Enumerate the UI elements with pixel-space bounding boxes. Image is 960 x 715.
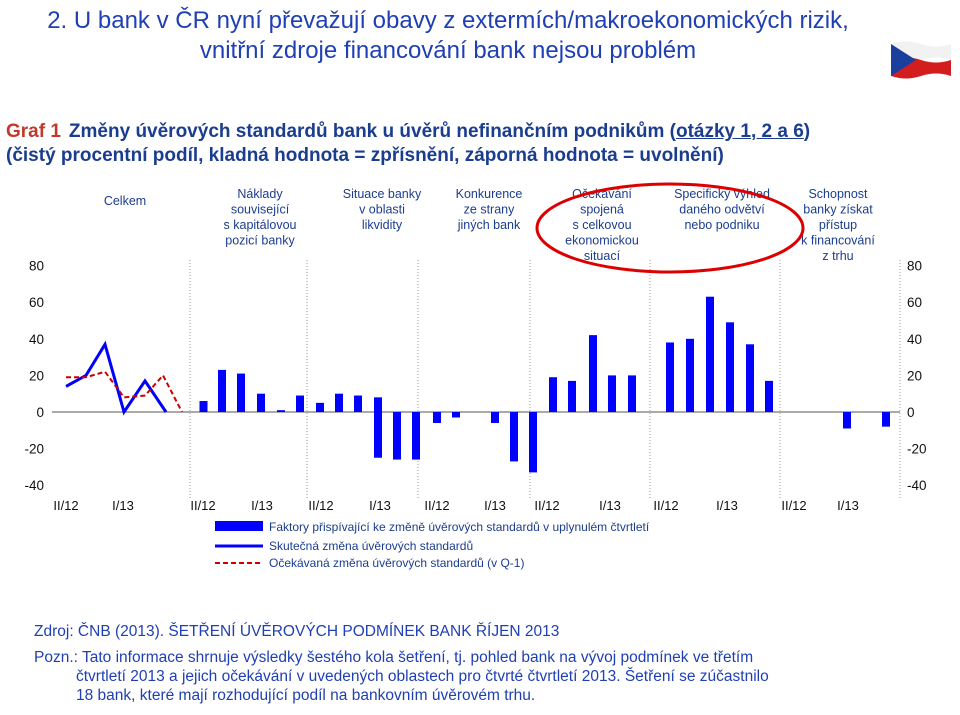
x-tick-label: II/12: [424, 498, 450, 513]
legend-label: Skutečná změna úvěrových standardů: [269, 539, 474, 553]
bar: [412, 412, 420, 460]
x-tick-label: II/12: [53, 498, 79, 513]
group-title-6: z trhu: [822, 249, 854, 263]
legend-bar-swatch: [215, 521, 263, 531]
group-title-6: přístup: [818, 218, 858, 232]
y-tick-label-right: 60: [907, 295, 923, 311]
y-tick-label-right: 40: [907, 331, 923, 347]
y-tick-label-right: -20: [907, 441, 927, 457]
bar: [374, 412, 382, 458]
bar: [843, 412, 851, 428]
group-title-3: Konkurence: [455, 187, 523, 201]
expected-change-line: [66, 372, 182, 412]
x-tick-label: I/13: [716, 498, 738, 513]
group-title-1: Náklady: [237, 187, 283, 201]
y-tick-label-left: 60: [28, 295, 44, 311]
y-tick-label-left: 40: [28, 331, 44, 347]
x-tick-label: I/13: [484, 498, 506, 513]
bar: [374, 397, 382, 412]
note-line2: čtvrtletí 2013 a jejich očekávání v uvedených oblastech pro čtvrté čtvrtletí 2013. Šetření se zúčastnilo: [76, 668, 769, 685]
bar: [589, 335, 597, 412]
source-text: Zdroj: ČNB (2013). ŠETŘENÍ ÚVĚROVÝCH PODMÍNEK BANK ŘÍJEN 2013: [34, 623, 560, 640]
group-title-4: ekonomickou: [565, 233, 639, 248]
graph-label: Graf 1: [6, 121, 61, 142]
x-tick-label: II/12: [190, 498, 216, 513]
y-tick-label-right: 0: [907, 405, 915, 420]
bar: [335, 394, 343, 412]
group-title-4: Očekávání: [572, 187, 632, 201]
bar: [529, 412, 537, 472]
group-title-1: s kapitálovou: [223, 218, 297, 232]
group-title-6: k financování: [801, 233, 875, 248]
bar: [666, 342, 674, 412]
actual-change-line: [66, 344, 166, 412]
group-title-3: jiných bank: [457, 218, 521, 232]
x-tick-label: II/12: [781, 498, 807, 513]
y-tick-label-right: -40: [907, 478, 927, 494]
bar: [510, 412, 518, 461]
bar: [628, 375, 636, 412]
group-title-4: situací: [583, 249, 621, 263]
bar: [218, 370, 226, 412]
bar: [200, 401, 208, 412]
czech-flag-icon: [888, 38, 954, 82]
graph-title: Změny úvěrových standardů bank u úvěrů nefinančním podnikům (: [68, 121, 676, 142]
slide-title-line1: 2. U bank v ČR nyní převažují obavy z extermích/makroekonomických rizik,: [47, 7, 849, 34]
bar: [491, 412, 499, 423]
group-title-3: ze strany: [463, 202, 515, 217]
slide-title: [8, 6, 888, 66]
group-title-1: související: [230, 202, 290, 217]
x-tick-label: I/13: [369, 498, 391, 513]
note-line1: Pozn.: Tato informace shrnuje výsledky šestého kola šetření, tj. pohled bank na vývoj podmínek ve třetím: [34, 649, 754, 666]
group-title-4: s celkovou: [572, 218, 632, 232]
bar: [393, 412, 401, 460]
note-line3: 18 bank, které mají rozhodující podíl na bankovním úvěrovém trhu.: [76, 687, 536, 704]
group-title-1: pozicí banky: [225, 233, 295, 248]
questions-link[interactable]: otázky 1, 2 a 6: [675, 121, 804, 142]
bar: [452, 412, 460, 417]
bar: [726, 322, 734, 412]
group-title-4: spojená: [580, 202, 624, 217]
chart: [0, 170, 960, 580]
note-text: [34, 648, 946, 705]
bar: [686, 339, 694, 412]
x-tick-label: I/13: [837, 498, 859, 513]
group-title-5: Specifický výhled: [674, 187, 770, 201]
legend-label: Očekávaná změna úvěrových standardů (v Q-1): [269, 556, 525, 570]
bar: [316, 403, 324, 412]
graph-heading: [6, 120, 926, 168]
y-tick-label-right: 80: [907, 258, 923, 274]
bar: [746, 344, 754, 412]
y-tick-label-left: -40: [24, 478, 44, 494]
group-title-2: v oblasti: [359, 202, 405, 217]
bar: [882, 412, 890, 427]
bar: [277, 410, 285, 412]
y-tick-label-left: -20: [24, 441, 44, 457]
bar: [257, 394, 265, 412]
group-title-6: Schopnost: [808, 187, 868, 201]
group-title-0: Celkem: [103, 194, 147, 208]
x-tick-label: II/12: [534, 498, 560, 513]
group-title-2: likvidity: [361, 218, 403, 232]
y-tick-label-left: 80: [28, 258, 44, 274]
group-title-5: nebo podniku: [684, 218, 760, 232]
bar: [608, 375, 616, 412]
legend-label: Faktory přispívající ke změně úvěrových standardů v uplynulém čtvrtletí: [269, 520, 650, 534]
bar: [568, 381, 576, 412]
group-title-5: daného odvětví: [679, 202, 765, 217]
bar: [765, 381, 773, 412]
bar: [706, 297, 714, 412]
x-tick-label: II/12: [653, 498, 679, 513]
y-tick-label-left: 20: [28, 368, 44, 384]
slide-title-line2: vnitřní zdroje financování bank nejsou problém: [199, 37, 697, 64]
x-tick-label: I/13: [112, 498, 134, 513]
bar: [237, 374, 245, 412]
group-title-6: banky získat: [803, 202, 873, 217]
x-tick-label: II/12: [308, 498, 334, 513]
bar: [433, 412, 441, 423]
graph-title-end: ): [803, 121, 811, 142]
bar: [549, 377, 557, 412]
x-tick-label: I/13: [251, 498, 273, 513]
bar: [354, 396, 362, 412]
bar: [296, 396, 304, 412]
x-tick-label: I/13: [599, 498, 621, 513]
group-title-2: Situace banky: [342, 187, 422, 201]
y-tick-label-right: 20: [907, 368, 923, 384]
graph-subtitle: (čistý procentní podíl, kladná hodnota = zpřísnění, záporná hodnota = uvolnění): [6, 145, 724, 166]
y-tick-label-left: 0: [36, 405, 44, 420]
